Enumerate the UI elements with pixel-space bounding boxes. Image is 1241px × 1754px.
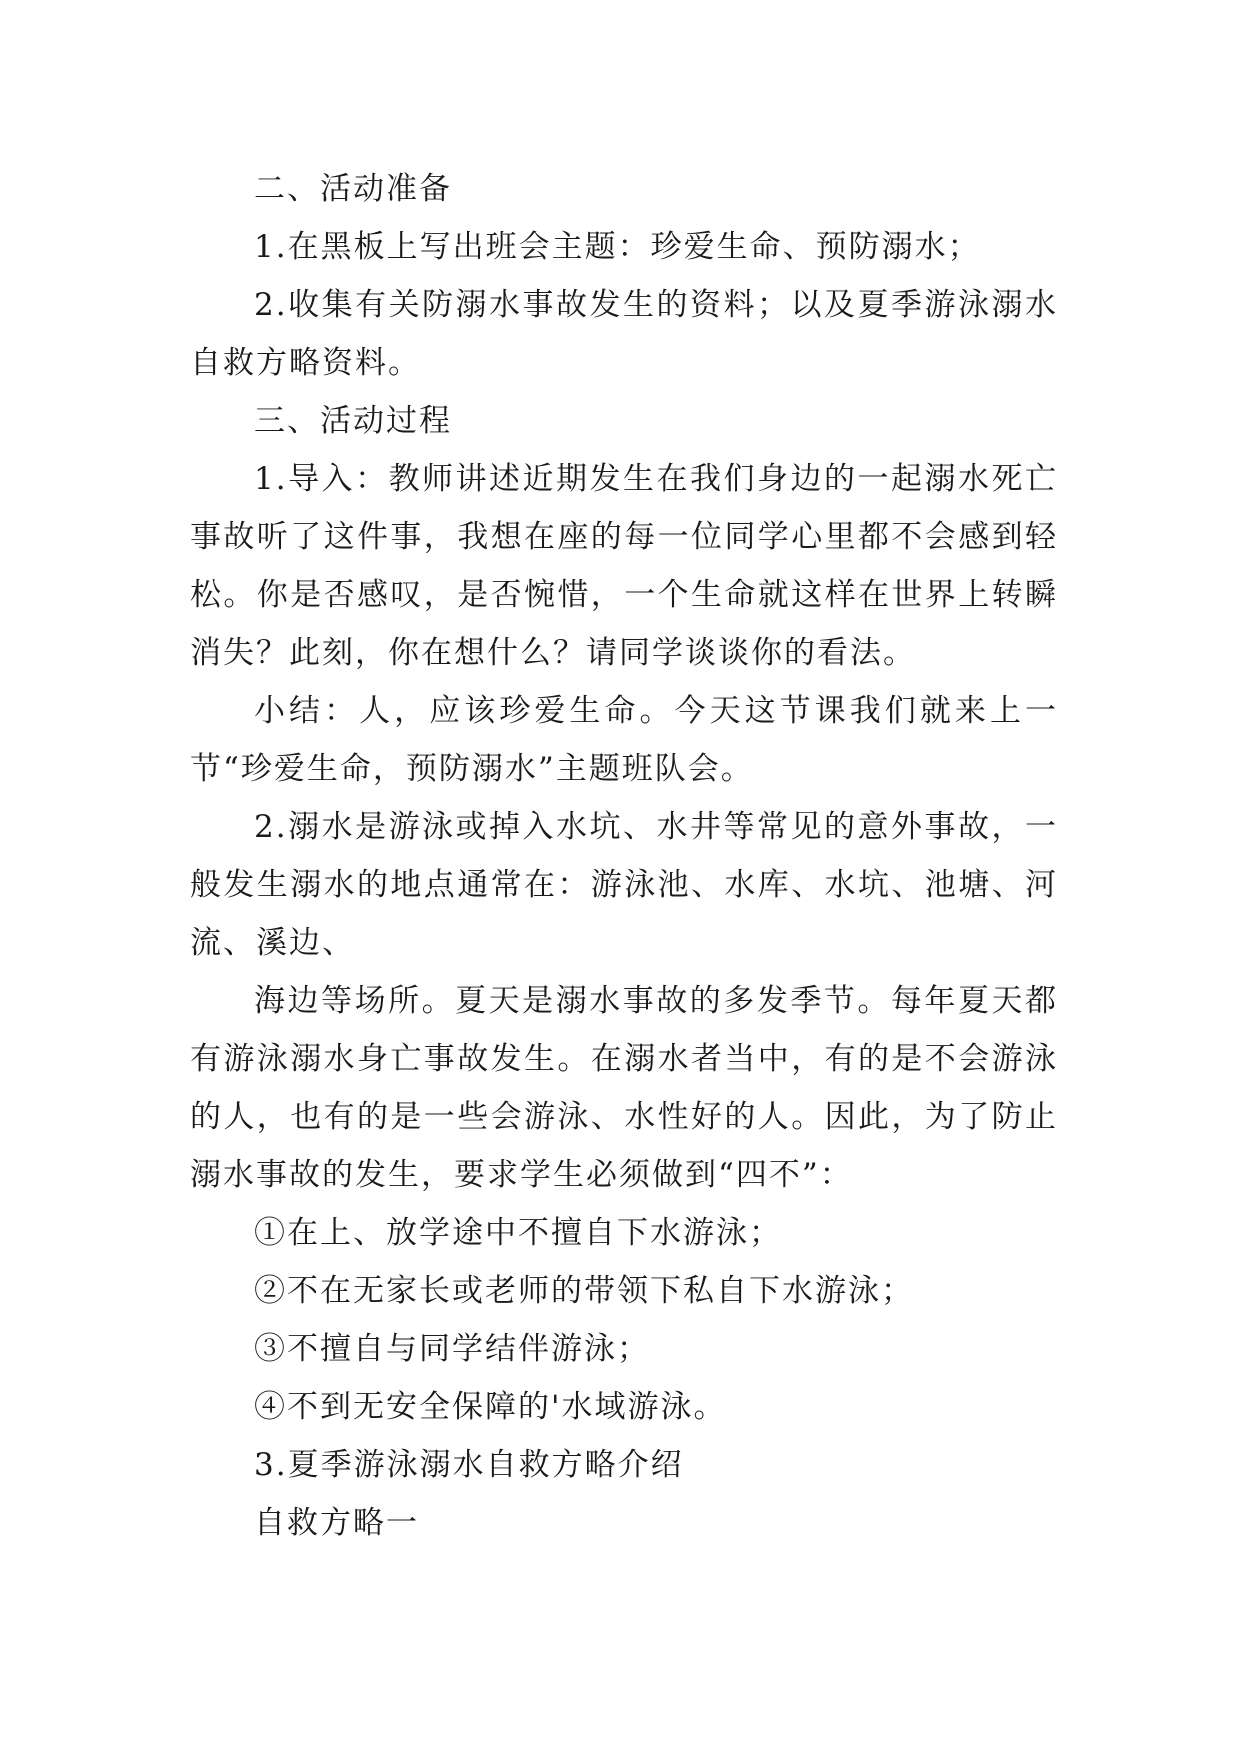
- section-heading-preparation: 二、活动准备: [254, 171, 452, 207]
- paragraph: 2.溺水是游泳或掉入水坑、水井等常见的意外事故，一般发生溺水的地点通常在：游泳池、水库、水坑、池塘、河流、溪边、: [190, 809, 1058, 961]
- paragraph: 海边等场所。夏天是溺水事故的多发季节。每年夏天都有游泳溺水身亡事故发生。在溺水者当中，有的是不会游泳的人，也有的是一些会游泳、水性好的人。因此，为了防止溺水事故的发生，要求学生必须做到“四不”：: [190, 983, 1058, 1193]
- section-heading-process: 三、活动过程: [254, 403, 452, 439]
- list-item: ④不到无安全保障的'水域游泳。: [254, 1389, 727, 1425]
- paragraph: 1.导入：教师讲述近期发生在我们身边的一起溺水死亡事故听了这件事，我想在座的每一位同学心里都不会感到轻松。你是否感叹，是否惋惜，一个生命就这样在世界上转瞬消失？此刻，你在想什么？请同学谈谈你的看法。: [190, 461, 1058, 671]
- document-body: [190, 160, 1058, 1552]
- list-item: ①在上、放学途中不擅自下水游泳；: [254, 1215, 782, 1251]
- list-item: ②不在无家长或老师的带领下私自下水游泳；: [254, 1273, 914, 1309]
- paragraph: 1.在黑板上写出班会主题：珍爱生命、预防溺水；: [254, 229, 981, 265]
- list-item: ③不擅自与同学结伴游泳；: [254, 1331, 650, 1367]
- paragraph: 3.夏季游泳溺水自救方略介绍: [254, 1447, 684, 1483]
- paragraph: 2.收集有关防溺水事故发生的资料；以及夏季游泳溺水自救方略资料。: [190, 287, 1058, 381]
- paragraph: 小结：人，应该珍爱生命。今天这节课我们就来上一节“珍爱生命，预防溺水”主题班队会。: [190, 693, 1058, 787]
- subheading-self-rescue-1: 自救方略一: [254, 1505, 419, 1541]
